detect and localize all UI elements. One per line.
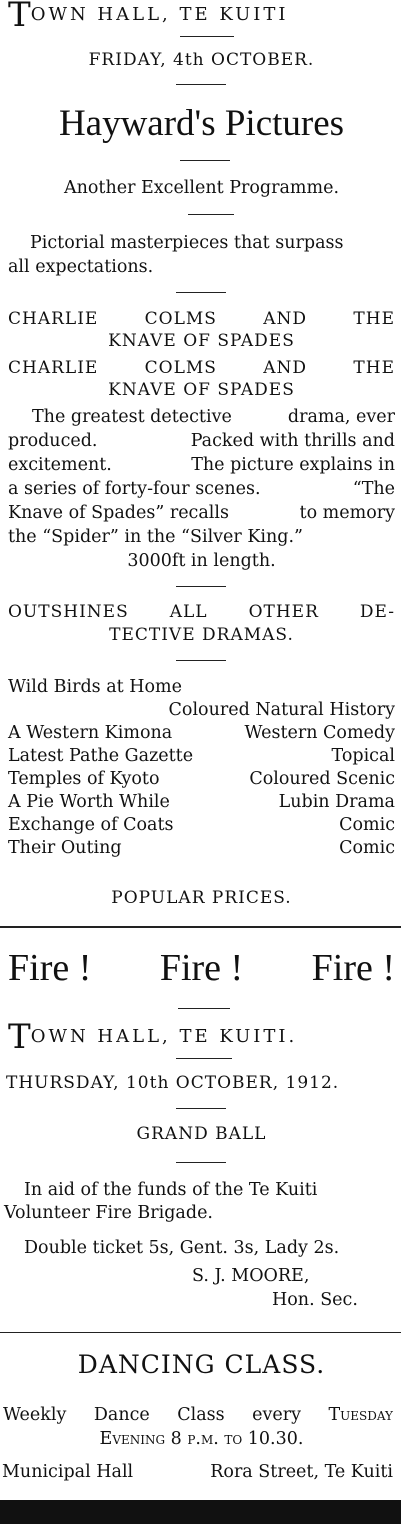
divider [178, 1008, 230, 1009]
ad1-feature-b1 [8, 358, 395, 378]
ad1-length: 3000ft in length. [127, 551, 276, 571]
word: ALL [169, 602, 208, 622]
ad3-venue-line [2, 1462, 393, 1482]
text: Packed with thrills and [190, 431, 395, 451]
ad1-desc-line [8, 431, 395, 451]
program-kind: Western Comedy [244, 723, 395, 743]
ad2-tickets: Double ticket 5s, Gent. 3s, Lady 2s. [24, 1238, 340, 1258]
ad3-title: DANCING CLASS. [77, 1350, 326, 1379]
divider [180, 160, 230, 161]
ad2-date: THURSDAY, 10th OCTOBER, 1912. [6, 1073, 340, 1093]
word: CHARLIE [8, 358, 99, 378]
program-item [8, 792, 395, 812]
program-kind: Comic [339, 815, 395, 835]
ad1-title: Hayward's Pictures [58, 103, 345, 144]
text: “The [352, 479, 395, 499]
text: produced. [8, 431, 98, 451]
word: OTHER [248, 602, 319, 622]
text: a series of forty-four scenes. [8, 479, 261, 499]
ad2-event: GRAND BALL [136, 1124, 267, 1144]
divider [176, 660, 226, 661]
text: The picture explains in [191, 455, 395, 475]
ad3-line-1 [3, 1405, 393, 1425]
word: OUTSHINES [8, 602, 129, 622]
ad1-desc-line: the “Spider” in the “Silver King.” [8, 527, 303, 547]
ad2-aid-1: In aid of the funds of the Te Kuiti [24, 1180, 318, 1200]
ad1-desc-line [32, 407, 395, 427]
program-item [8, 815, 395, 835]
fire-word: Fire ! [8, 947, 92, 989]
program-title: Their Outing [8, 838, 122, 858]
ad2-aid-2: Volunteer Fire Brigade. [4, 1203, 213, 1223]
ad2-fire-heading [8, 946, 395, 990]
ad1-desc-line [8, 455, 395, 475]
program-title: A Pie Worth While [8, 792, 170, 812]
ad1-feature-a1 [8, 309, 395, 329]
column-divider [0, 926, 401, 928]
program-title: Latest Pathe Gazette [8, 746, 194, 766]
ad1-feature-a2: KNAVE OF SPADES [108, 331, 295, 351]
program-title: Exchange of Coats [8, 815, 174, 835]
program-item-kind: Coloured Natural History [168, 700, 395, 720]
word: Dance [93, 1405, 150, 1425]
word: THE [353, 358, 395, 378]
program-item [8, 746, 395, 766]
ad1-feature-b2: KNAVE OF SPADES [108, 380, 295, 400]
program-kind: Coloured Scenic [249, 769, 395, 789]
ad1-intro-1: Pictorial masterpieces that surpass [30, 233, 344, 253]
ad1-desc-line [8, 479, 395, 499]
ad2-header-initial: T [8, 1017, 31, 1057]
ad1-outshines-1 [8, 602, 395, 622]
program-title: A Western Kimona [8, 723, 173, 743]
text: The greatest detective [32, 407, 232, 427]
text: Knave of Spades” recalls [8, 503, 229, 523]
venue: Municipal Hall [2, 1462, 134, 1482]
ad1-desc-line [8, 503, 395, 523]
word: CHARLIE [8, 309, 99, 329]
divider [176, 586, 226, 587]
word: every [252, 1405, 301, 1425]
fire-word: Fire ! [159, 947, 244, 989]
ad2-signer-title: Hon. Sec. [272, 1290, 358, 1310]
ad1-date: FRIDAY, 4th OCTOBER. [88, 50, 315, 70]
ad1-prices: POPULAR PRICES. [111, 888, 292, 908]
word: Tuesday [328, 1405, 393, 1425]
word: Weekly [3, 1405, 67, 1425]
program-item [8, 838, 395, 858]
ad1-header [8, 0, 395, 35]
ad2-signer: S. J. MOORE, [192, 1266, 310, 1286]
divider [176, 84, 226, 85]
ad1-subtitle: Another Excellent Programme. [63, 178, 340, 198]
text: to memory [299, 503, 395, 523]
ad1-header-rest: OWN HALL, TE KUITI [30, 4, 289, 25]
program-kind: Lubin Drama [278, 792, 395, 812]
ad2-header-rest: OWN HALL, TE KUITI. [30, 1026, 298, 1047]
street: Rora Street, Te Kuiti [210, 1462, 393, 1482]
ad1-outshines-2: TECTIVE DRAMAS. [109, 625, 294, 645]
fire-word: Fire ! [311, 947, 395, 989]
divider [176, 1162, 226, 1163]
divider [176, 1108, 226, 1109]
divider [176, 1058, 232, 1059]
column-divider [0, 1332, 401, 1333]
program-item [8, 723, 395, 743]
ad1-header-initial: T [8, 0, 31, 35]
program-item [8, 769, 395, 789]
word: COLMS [144, 309, 217, 329]
divider [176, 292, 226, 293]
ad2-header [8, 1017, 395, 1057]
text: drama, ever [287, 407, 395, 427]
word: AND [263, 309, 308, 329]
word: COLMS [144, 358, 217, 378]
ad1-intro-2: all expectations. [8, 257, 154, 277]
ad3-line-2: Evening 8 p.m. to 10.30. [99, 1429, 304, 1449]
divider [188, 214, 234, 215]
word: THE [353, 309, 395, 329]
text: excitement. [8, 455, 112, 475]
page-edge [0, 1500, 401, 1524]
program-kind: Comic [339, 838, 395, 858]
program-kind: Topical [331, 746, 395, 766]
word: DE- [359, 602, 395, 622]
word: AND [263, 358, 308, 378]
program-title: Temples of Kyoto [8, 769, 160, 789]
word: Class [177, 1405, 225, 1425]
program-item: Wild Birds at Home [8, 677, 182, 697]
divider [180, 36, 234, 37]
